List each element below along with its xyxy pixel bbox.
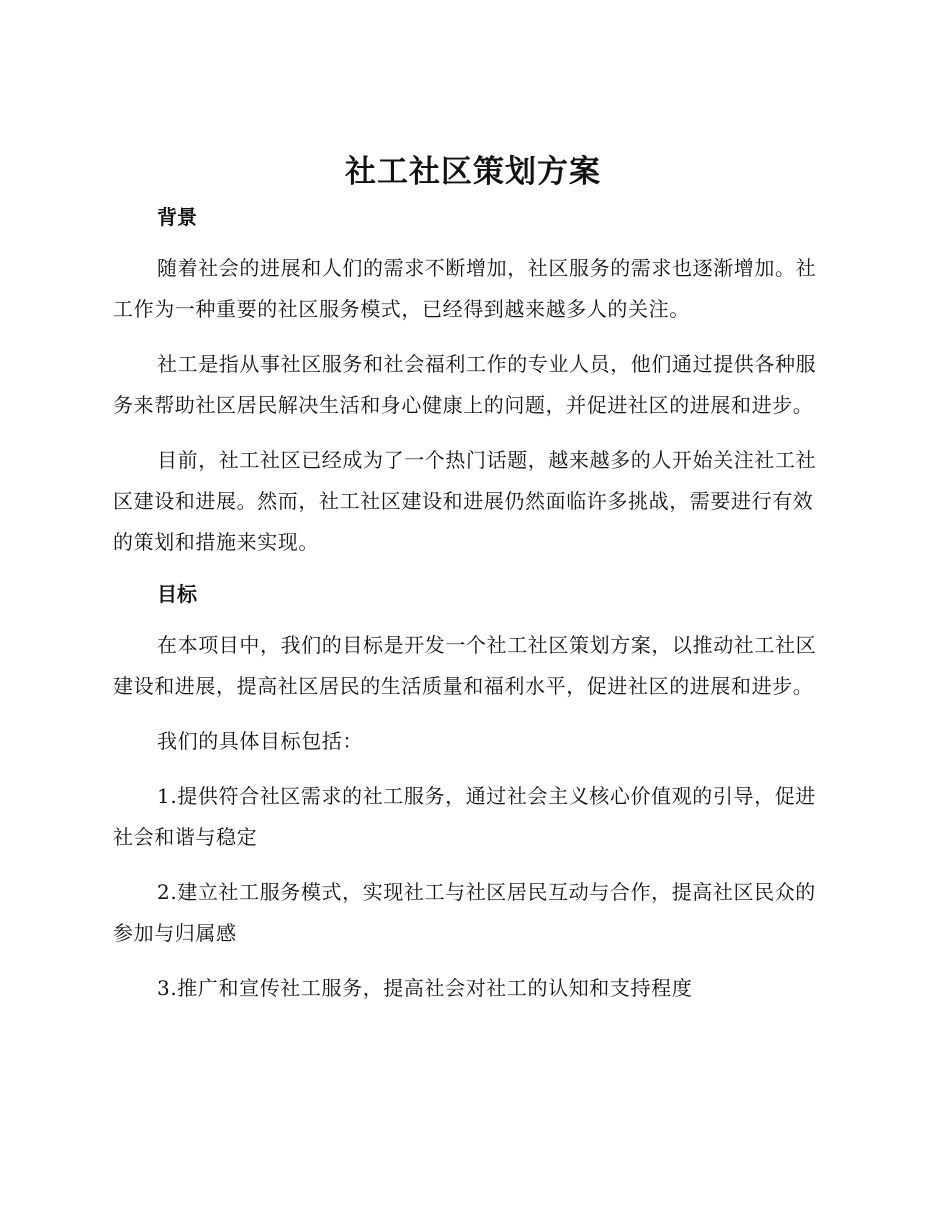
list-item (113, 872, 833, 954)
list-item-number: 3. (157, 976, 178, 1000)
list-item-number: 2. (157, 880, 178, 904)
paragraph: 目前，社工社区已经成为了一个热门话题，越来越多的人开始关注社工社区建设和进展。然而，社工社区建设和进展仍然面临许多挑战，需要进行有效的策划和措施来实现。 (113, 448, 817, 554)
paragraph: 随着社会的进展和人们的需求不断增加，社区服务的需求也逐渐增加。社工作为一种重要的社区服务模式，已经得到越来越多人的关注。 (113, 256, 817, 321)
list-item (113, 968, 833, 1009)
section-background (113, 200, 833, 563)
paragraph: 我们的具体目标包括： (157, 729, 363, 753)
list-item-number: 1. (157, 784, 178, 808)
section-goals (113, 577, 833, 1009)
list-item-text: 提供符合社区需求的社工服务，通过社会主义核心价值观的引导，促进社会和谐与稳定 (113, 784, 816, 849)
goals-list (113, 776, 833, 1009)
document-title: 社工社区策划方案 (345, 154, 601, 190)
list-item-text: 推广和宣传社工服务，提高社会对社工的认知和支持程度 (177, 976, 693, 1000)
section-heading-goals: 目标 (157, 582, 197, 606)
section-heading-background: 背景 (157, 205, 197, 229)
list-item-text: 建立社工服务模式，实现社工与社区居民互动与合作，提高社区民众的参加与归属感 (113, 880, 816, 945)
list-item (113, 776, 833, 858)
paragraph: 在本项目中，我们的目标是开发一个社工社区策划方案，以推动社工社区建设和进展，提高社区居民的生活质量和福利水平，促进社区的进展和进步。 (113, 633, 817, 698)
document-page (113, 148, 833, 1023)
paragraph: 社工是指从事社区服务和社会福利工作的专业人员，他们通过提供各种服务来帮助社区居民解决生活和身心健康上的问题，并促进社区的进展和进步。 (113, 352, 817, 417)
